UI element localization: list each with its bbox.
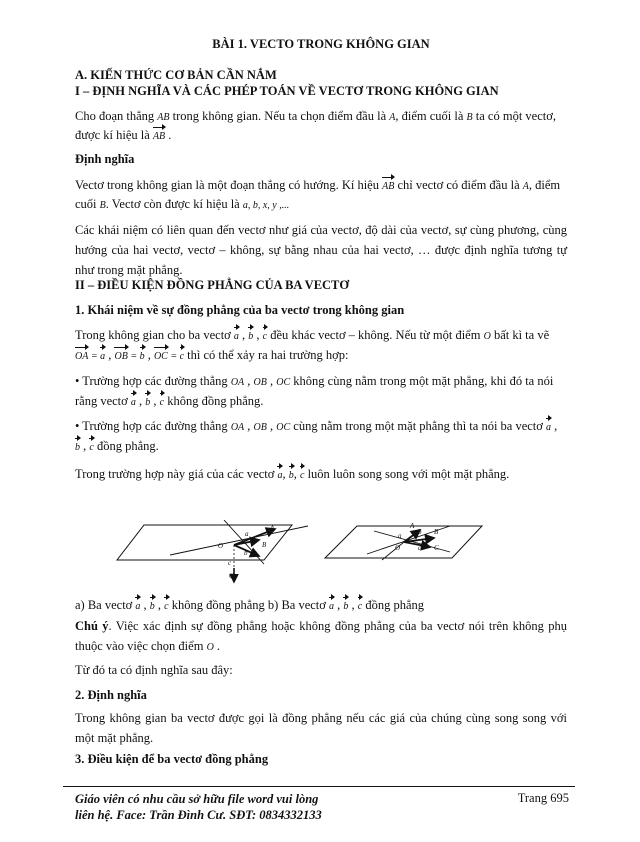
bullet-1-line-2: rằng vectơ a , b , c không đồng phẳng. — [75, 393, 263, 411]
paragraph-1-line-2: được kí hiệu là AB . — [75, 127, 171, 145]
definition-heading: Định nghĩa — [75, 152, 135, 166]
paragraph-definition-2: Trong không gian ba vectơ được gọi là đồng phẳng nếu các giá của chúng cùng song song với một mặt phẳng. — [75, 711, 567, 745]
label-b-A: A — [410, 522, 415, 530]
paragraph-5: Trong trường hợp này giá của các vectơ a, b, c luôn luôn song song với một mặt phẳng. — [75, 466, 509, 484]
label-b-a: a — [398, 532, 402, 540]
label-b-B: B — [434, 528, 439, 536]
footer-divider — [63, 786, 575, 787]
definition-line-2: cuối B. Vectơ còn được kí hiệu là a, b, x, y ,... — [75, 197, 290, 211]
line-oc-b — [382, 542, 404, 560]
figure-caption: a) Ba vectơ a , b , c không đồng phẳng b) Ba vectơ a , b , c đồng phẳng — [75, 597, 424, 615]
subsection-2-heading: 2. Định nghĩa — [75, 688, 147, 702]
footer-contact — [75, 791, 322, 823]
bullet-1-line-1: • Trường hợp các đường thẳng OA , OB , OC không cùng nằm trong một mặt phẳng, khi đó ta nói — [75, 374, 554, 388]
label-b-C: C — [434, 544, 439, 552]
label-b-c: c — [418, 544, 422, 552]
page-number: Trang 695 — [517, 791, 569, 805]
subsection-3-heading: 3. Điều kiện để ba vectơ đồng phẳng — [75, 752, 269, 766]
definition-line-1: Vectơ trong không gian là một đoạn thẳng có hướng. Kí hiệu AB chỉ vectơ có điểm đầu là A, điểm — [75, 177, 560, 195]
label-a-b: b — [244, 549, 248, 557]
label-a-C: C — [229, 572, 234, 580]
paragraph-4-line-1: Trong không gian cho ba vectơ a , b , c đều khác vectơ – không. Nếu từ một điểm O bất kì ta vẽ — [75, 327, 549, 345]
figure-b-coplanar — [325, 522, 482, 560]
note-label: Chú ý — [75, 619, 109, 633]
paragraph-6: Từ đó ta có định nghĩa sau đây: — [75, 663, 233, 677]
paragraph-related-concepts: Các khái niệm có liên quan đến vectơ như giá của vectơ, độ dài của vectơ, sự cùng phương, cùng hướng của hai vectơ, vectơ – không, sự bằng nhau của hai vectơ, … được định nghĩa tương tự như trong mặt phẳng. — [75, 223, 567, 277]
label-a-A: A — [270, 524, 275, 532]
figure-a-non-coplanar — [117, 520, 308, 582]
line-oa-a — [170, 526, 308, 555]
label-a-O: O — [218, 542, 224, 550]
footer-line-2: liên hệ. Face: Trần Đình Cư. SĐT: 0834332133 — [75, 808, 322, 822]
section-i-heading: I – ĐỊNH NGHĨA VÀ CÁC PHÉP TOÁN VỀ VECTƠ TRONG KHÔNG GIAN — [75, 84, 499, 98]
coplanar-vectors-figure — [112, 520, 492, 598]
bullet-2-line-2: b , c đồng phẳng. — [75, 438, 159, 456]
note-paragraph: Chú ý. Việc xác định sự đồng phẳng hoặc không đồng phẳng của ba vectơ nói trên không phụ thuộc vào việc chọn điểm O . — [75, 619, 567, 653]
label-a-c: c — [228, 559, 232, 567]
bullet-2-line-1: • Trường hợp các đường thẳng OA , OB , OC cùng nằm trong một mặt phẳng thì ta nói ba vectơ a , — [75, 418, 557, 436]
paragraph-1-line-1: Cho đoạn thẳng AB trong không gian. Nếu ta chọn điểm đầu là A, điểm cuối là B ta có một vectơ, — [75, 109, 556, 123]
page-title: BÀI 1. VECTO TRONG KHÔNG GIAN — [212, 37, 430, 51]
label-a-B: B — [262, 541, 267, 549]
label-b-O: O — [395, 544, 401, 552]
label-b-b: b — [418, 528, 422, 536]
section-ii-heading: II – ĐIỀU KIỆN ĐỒNG PHẲNG CỦA BA VECTƠ — [75, 278, 350, 292]
vector-oa-a — [234, 529, 275, 545]
footer-line-1: Giáo viên có nhu cầu sở hữu file word vui lòng — [75, 792, 319, 806]
subsection-1-heading: 1. Khái niệm về sự đồng phẳng của ba vectơ trong không gian — [75, 303, 405, 317]
label-a-a: a — [245, 530, 249, 538]
paragraph-4-line-2: OA = a , OB = b , OC = c thì có thể xảy ra hai trường hợp: — [75, 347, 348, 365]
section-a-heading: A. KIẾN THỨC CƠ BẢN CẦN NẮM — [75, 68, 277, 82]
